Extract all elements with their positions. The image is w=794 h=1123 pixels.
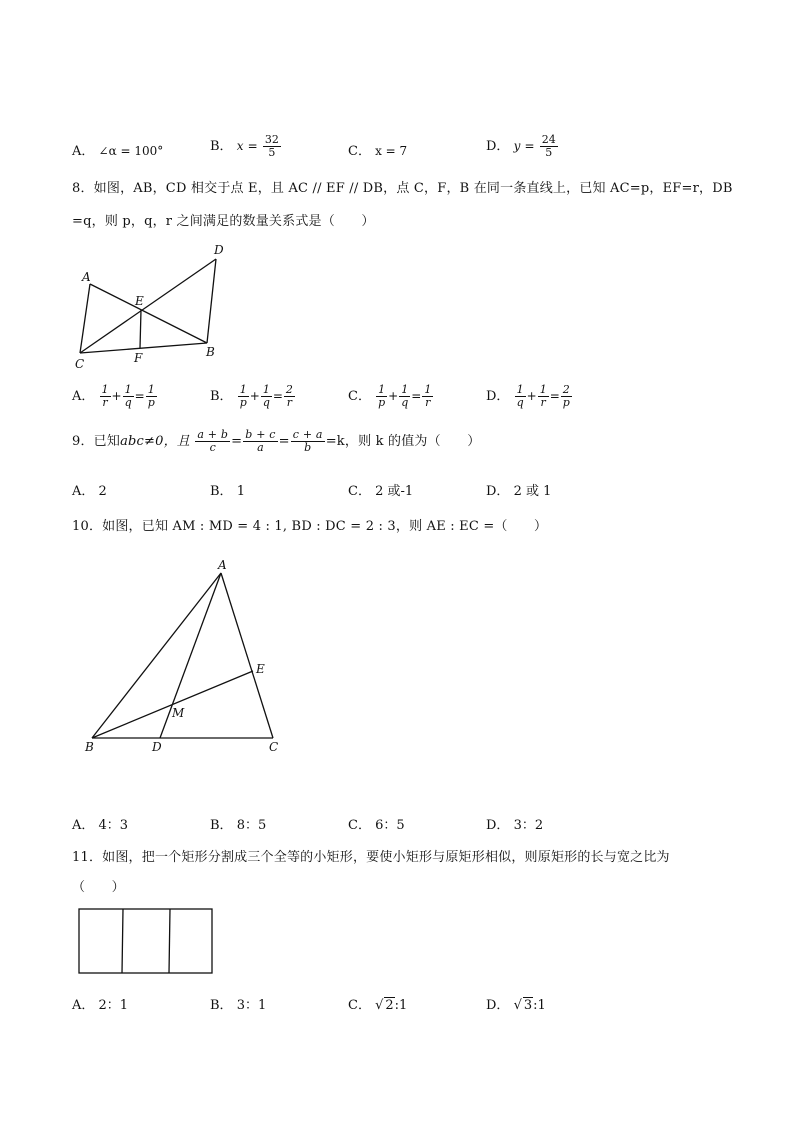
q9-condition: abc≠0，且: [120, 434, 190, 449]
option-label: B．: [210, 818, 233, 833]
fraction: [146, 384, 157, 409]
radicand: 2: [385, 998, 394, 1013]
q8-option-b: B． $\frac{1}{p}$ + $\frac{1}{q}$ = $\frac{2}{r}$: [210, 383, 293, 409]
fraction-numerator: 1: [124, 383, 132, 396]
fraction: [561, 384, 572, 409]
option-label: B．: [210, 389, 233, 404]
segment-cd: [80, 259, 216, 353]
q10-option-d: [486, 814, 543, 833]
q11-option-b: [210, 994, 266, 1013]
segment-ef: [140, 310, 141, 348]
label-f: F: [134, 351, 143, 365]
option-text: 6：5: [375, 818, 405, 833]
fraction-denominator: b: [304, 441, 312, 454]
fraction: [100, 384, 111, 409]
option-text: 2 或 1: [513, 484, 552, 499]
fraction-denominator: q: [516, 396, 524, 409]
fraction: [238, 384, 249, 409]
q9-option-c: [348, 480, 413, 499]
label-a: A: [218, 558, 227, 572]
fraction-numerator: 1: [424, 383, 432, 396]
fraction: [261, 384, 272, 409]
q11-option-d: [486, 994, 546, 1013]
divider-right: [169, 909, 170, 973]
option-text: 8：5: [236, 818, 267, 833]
q8-option-a: A． $\frac{1}{r}$ + $\frac{1}{q}$ = $\frac{1}{p}$: [72, 383, 155, 409]
q9-prefix: 9．已知: [72, 434, 121, 449]
fraction-denominator: p: [147, 396, 155, 409]
segment-ab: [92, 573, 221, 738]
fraction-numerator: 1: [239, 383, 247, 396]
fraction-numerator: 24: [541, 133, 556, 146]
option-text: x = 7: [375, 144, 408, 158]
q11-figure: [76, 906, 218, 978]
fraction: [515, 384, 526, 409]
ratio-suffix: :1: [533, 998, 546, 1013]
q11-text-line2: （ ）: [72, 880, 125, 895]
option-label: D．: [486, 389, 510, 404]
fraction: [195, 429, 230, 454]
option-label: A．: [72, 484, 95, 499]
fraction-numerator: 32: [264, 133, 279, 146]
q10-option-c: [348, 814, 405, 833]
q11-option-c: [348, 994, 407, 1013]
label-c: C: [269, 740, 279, 754]
segment-ad: [160, 573, 221, 738]
q11-option-a: [72, 994, 128, 1013]
option-text: 1: [236, 484, 245, 499]
fraction-denominator: 5: [545, 146, 553, 159]
q10-option-b: [210, 814, 266, 833]
fraction: [263, 134, 281, 159]
q10-figure: [80, 555, 290, 755]
sqrt-icon: √: [375, 998, 384, 1013]
option-text: ∠α = 100°: [98, 144, 164, 158]
q9-option-a: [72, 480, 107, 499]
label-d: D: [214, 243, 224, 257]
fraction-denominator: r: [102, 396, 108, 409]
q9-option-b: [210, 480, 245, 499]
fraction: [376, 384, 387, 409]
sqrt-icon: √: [513, 998, 522, 1013]
fraction-numerator: b + c: [245, 428, 276, 441]
fraction-denominator: p: [239, 396, 247, 409]
option-label: A．: [72, 389, 95, 404]
fraction-denominator: c: [209, 441, 216, 454]
fraction-denominator: q: [124, 396, 132, 409]
q8-figure: [72, 238, 242, 373]
option-label: B．: [210, 139, 233, 154]
option-label: D．: [486, 484, 510, 499]
fraction: [243, 429, 277, 454]
segment-cb: [80, 343, 207, 353]
q8-option-c: C． $\frac{1}{p}$ + $\frac{1}{q}$ = $\frac{1}{r}$: [348, 383, 432, 409]
segment-ac: [221, 573, 273, 738]
option-text: 2: [98, 484, 107, 499]
label-b: B: [206, 345, 215, 359]
q9-suffix: =k，则 k 的值为（ ）: [325, 434, 481, 449]
fraction: [540, 134, 558, 159]
option-label: C．: [348, 818, 371, 833]
fraction: [538, 384, 549, 409]
q8-text-line1: 8．如图，AB，CD 相交于点 E，且 AC // EF // DB，点 C，F，B 在同一条直线上，已知 AC=p，EF=r，DB: [72, 181, 733, 196]
fraction-numerator: 1: [401, 383, 409, 396]
q7-option-b: [210, 134, 282, 159]
option-text: 3：2: [513, 818, 544, 833]
option-label: A．: [72, 998, 95, 1013]
fraction-numerator: 1: [539, 383, 547, 396]
label-e: E: [256, 662, 265, 676]
q8-option-d: D． $\frac{1}{q}$ + $\frac{1}{r}$ = $\frac{2}{p}$: [486, 383, 570, 409]
label-m: M: [172, 706, 185, 720]
outer-rectangle: [79, 909, 212, 973]
fraction-denominator: r: [540, 396, 546, 409]
fraction-denominator: r: [286, 396, 293, 409]
fraction-denominator: r: [425, 396, 431, 409]
fraction-numerator: 1: [101, 383, 109, 396]
option-label: D．: [486, 998, 510, 1013]
label-d: D: [152, 740, 162, 754]
q10-text: 10．如图，已知 AM : MD = 4 : 1, BD : DC = 2 : 3，则 AE : EC =（ ）: [72, 519, 548, 534]
radicand: 3: [523, 998, 533, 1013]
fraction: [284, 384, 295, 409]
option-text: 3：1: [236, 998, 267, 1013]
fraction-numerator: 1: [378, 383, 386, 396]
segment-be: [92, 671, 253, 738]
equals-sign: =: [524, 139, 535, 153]
label-a: A: [82, 270, 91, 284]
fraction: [123, 384, 134, 409]
q7-option-a: [72, 140, 163, 159]
fraction-numerator: 2: [285, 383, 293, 396]
option-label: D．: [486, 818, 510, 833]
fraction-numerator: 1: [147, 383, 155, 396]
label-c: C: [75, 357, 85, 371]
fraction-numerator: 2: [562, 383, 570, 396]
variable: x: [236, 139, 244, 153]
fraction-denominator: p: [562, 396, 570, 409]
label-b: B: [85, 740, 94, 754]
label-e: E: [135, 294, 144, 308]
q11-text-line1: 11．如图，把一个矩形分割成三个全等的小矩形，要使小矩形与原矩形相似，则原矩形的长与宽之比为: [72, 850, 670, 865]
option-text: 2 或-1: [375, 484, 414, 499]
q7-option-c: [348, 140, 407, 159]
option-text: 4：3: [98, 818, 129, 833]
variable: y: [513, 139, 521, 153]
option-label: A．: [72, 144, 95, 159]
fraction: [422, 384, 433, 409]
option-text: 2：1: [98, 998, 129, 1013]
fraction-numerator: c + a: [292, 428, 323, 441]
option-label: C．: [348, 144, 371, 159]
q9-option-d: [486, 480, 551, 499]
divider-left: [122, 909, 123, 973]
fraction-denominator: q: [262, 396, 270, 409]
fraction-denominator: a: [257, 441, 264, 454]
option-label: C．: [348, 484, 371, 499]
q7-option-d: [486, 134, 559, 159]
option-label: C．: [348, 998, 371, 1013]
option-label: B．: [210, 998, 233, 1013]
fraction-numerator: a + b: [197, 428, 229, 441]
option-label: B．: [210, 484, 233, 499]
segment-ac: [80, 284, 90, 353]
option-label: A．: [72, 818, 95, 833]
segment-bd: [207, 259, 216, 343]
fraction-denominator: p: [378, 396, 386, 409]
q9-text: 9．已知abc≠0，且 $\frac{a + b}{c}$ = $\frac{b + c}{a}$ = $\frac{c + a}{b}$ =k，则 k 的值为（ ）: [72, 428, 481, 454]
fraction-numerator: 1: [516, 383, 524, 396]
option-label: D．: [486, 139, 510, 154]
q8-text-line2: =q，则 p，q，r 之间满足的数量关系式是（ ）: [72, 214, 375, 229]
equals-sign: =: [247, 139, 258, 153]
fraction: [291, 429, 325, 454]
fraction-denominator: 5: [268, 146, 276, 159]
fraction-denominator: q: [401, 396, 409, 409]
option-label: C．: [348, 389, 371, 404]
q10-option-a: [72, 814, 128, 833]
fraction: [399, 384, 410, 409]
fraction-numerator: 1: [262, 383, 270, 396]
ratio-suffix: :1: [394, 998, 408, 1013]
